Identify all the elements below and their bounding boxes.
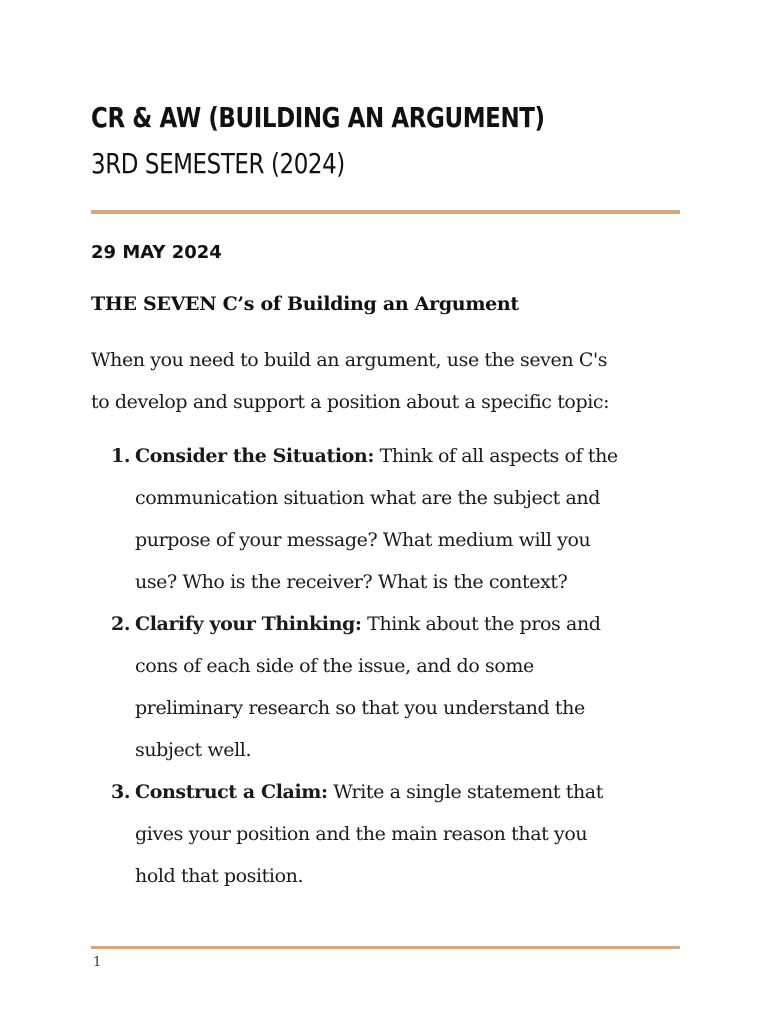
list-item-first-line <box>135 603 691 645</box>
list-item-text: Think about the pros and <box>361 613 601 635</box>
page-number: 1 <box>93 955 102 970</box>
list-item-line: cons of each side of the issue, and do some <box>135 655 534 677</box>
list-item-line: use? Who is the receiver? What is the context? <box>135 571 568 593</box>
seven-cs-list <box>91 435 691 897</box>
list-item-line: communication situation what are the subject and <box>135 487 600 509</box>
intro-paragraph <box>91 339 691 423</box>
list-item-line: purpose of your message? What medium will you <box>135 529 591 551</box>
list-item-number: 1. <box>111 445 131 467</box>
list-item-label: Clarify your Thinking: <box>135 613 362 635</box>
list-item-text: Write a single statement that <box>327 781 603 803</box>
list-item <box>91 603 691 771</box>
list-item <box>91 771 691 897</box>
list-item-label: Consider the Situation: <box>135 445 374 467</box>
list-item-number: 2. <box>111 613 131 635</box>
list-item <box>91 435 691 603</box>
intro-line: to develop and support a position about a specific topic: <box>91 391 610 413</box>
entry-date: 29 MAY 2024 <box>91 242 222 263</box>
list-item-line: gives your position and the main reason that you <box>135 823 588 845</box>
header-divider <box>91 210 680 214</box>
list-item-first-line <box>135 771 691 813</box>
list-item-first-line <box>135 435 691 477</box>
list-item-number: 3. <box>111 781 131 803</box>
document-title: CR & AW (BUILDING AN ARGUMENT) <box>91 101 545 134</box>
list-item-line: hold that position. <box>135 865 304 887</box>
footer-divider <box>91 946 680 949</box>
document-subtitle: 3RD SEMESTER (2024) <box>91 147 345 180</box>
list-item-text: Think of all aspects of the <box>373 445 618 467</box>
intro-line: When you need to build an argument, use the seven C's <box>91 349 608 371</box>
list-item-label: Construct a Claim: <box>135 781 328 803</box>
list-item-line: preliminary research so that you understand the <box>135 697 585 719</box>
section-heading: THE SEVEN C’s of Building an Argument <box>91 293 519 315</box>
list-item-line: subject well. <box>135 739 252 761</box>
